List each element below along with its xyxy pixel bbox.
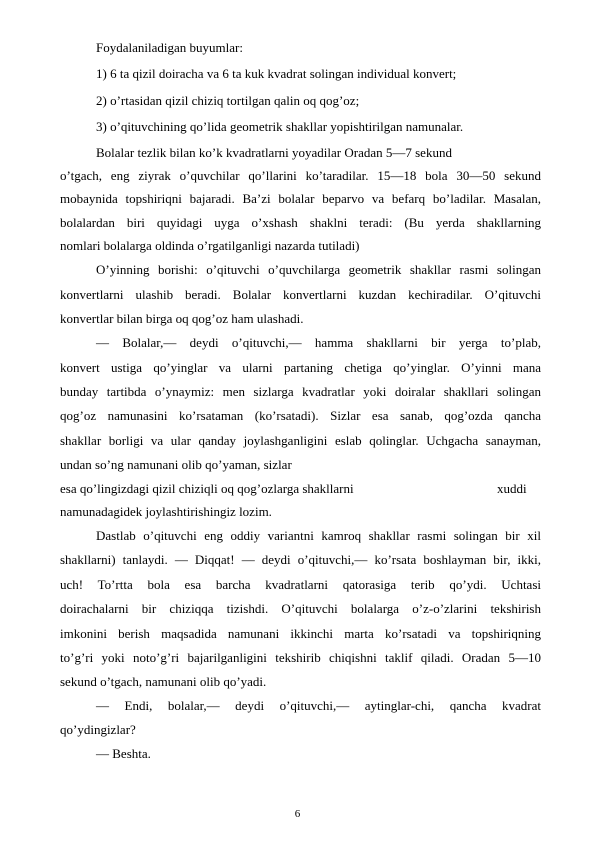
text-line: bunday tartibda o’ynaymiz: men sizlarga kvadratlar yoki doiralar shakllari solingan [60,384,541,399]
text-line: shakllarni) tanlaydi. — Diqqat! — deydi o’qituvchi,— ko’rsata boshlayman bir, ikki, [60,552,541,567]
text-line: 3) o’qituvchining qo’lida geometrik shakllar yopishtirilgan namunalar. [96,119,464,134]
text-line: namunadagidek joylashtirishingiz lozim. [60,504,272,519]
text-line: 2) o’rtasidan qizil chiziq tortilgan qalin oq qog’oz; [96,93,360,108]
text-line: doirachalarni bir chiziqqa tizishdi. O’qituvchi bolalarga o’z-o’zlarini tekshirish [60,601,541,616]
text-line: konvertlar bilan birga oq qog’oz ham ulashadi. [60,311,304,326]
text-line: shakllar borligi va ular qanday joylashganligini eslab qolinglar. Uchgacha sanayman, [60,433,541,448]
text-line: Dastlab o’qituvchi eng oddiy variantni kamroq shakllar rasmi solingan bir xil [96,528,541,543]
text-line: esa qo’lingizdagi qizil chiziqli oq qog’ozlarga shakllarni [60,481,354,496]
text-line-word: xuddi [497,481,527,496]
text-line: 1) 6 ta qizil doiracha va 6 ta kuk kvadrat solingan individual konvert; [96,66,457,81]
text-line: nomlari bolalarga oldinda o’rgatilganligi nazarda tutiladi) [60,238,360,253]
text-line: konvertlarni ulashib beradi. Bolalar konvertlarni kuzdan kechiradilar. O’qituvchi [60,287,541,302]
text-line: konvert ustiga qo’yinglar va ularni partaning chetiga qo’yinglar. O’yinni mana [60,360,541,375]
text-line: to’g’ri yoki noto’g’ri bajarilganligini tekshirib chiqishni taklif qiladi. Oradan 5—10 [60,650,541,665]
text-line: qo’ydingizlar? [60,722,136,737]
text-line: qog’oz namunasini ko’rsataman (ko’rsatadi). Sizlar esa sanab, qog’ozda qancha [60,408,541,423]
page-number: 6 [294,808,301,820]
text-line: o’tgach, eng ziyrak o’quvchilar qo’llarini ko’taradilar. 15—18 bola 30—50 sekund [60,168,541,183]
text-line: Bolalar tezlik bilan ko’k kvadratlarni yoyadilar Oradan 5—7 sekund [96,145,452,160]
text-line: Foydalaniladigan buyumlar: [96,40,243,55]
text-line: bolalardan biri quyidagi uyga o’xshash shaklni teradi: (Bu yerda shakllarning [60,215,541,230]
text-line: O’yinning borishi: o’qituvchi o’quvchilarga geometrik shakllar rasmi solingan [96,262,541,277]
text-line: — Endi, bolalar,— deydi o’qituvchi,— aytinglar-chi, qancha kvadrat [96,698,541,713]
text-line: undan so’ng namunani olib qo’yaman, sizlar [60,457,292,472]
text-line: uch! To’rtta bola esa barcha kvadratlarni qatorasiga terib qo’ydi. Uchtasi [60,577,541,592]
text-line: imkonini berish maqsadida namunani ikkinchi marta ko’rsatadi va topshiriqning [60,626,541,641]
text-line: — Beshta. [96,746,151,761]
text-line: mobaynida topshiriqni bajaradi. Ba’zi bolalar beparvo va befarq bo’ladilar. Masalan, [60,191,541,206]
text-line: — Bolalar,— deydi o’qituvchi,— hamma shakllarni bir yerga to’plab, [96,335,541,350]
text-line: sekund o’tgach, namunani olib qo’yadi. [60,674,267,689]
